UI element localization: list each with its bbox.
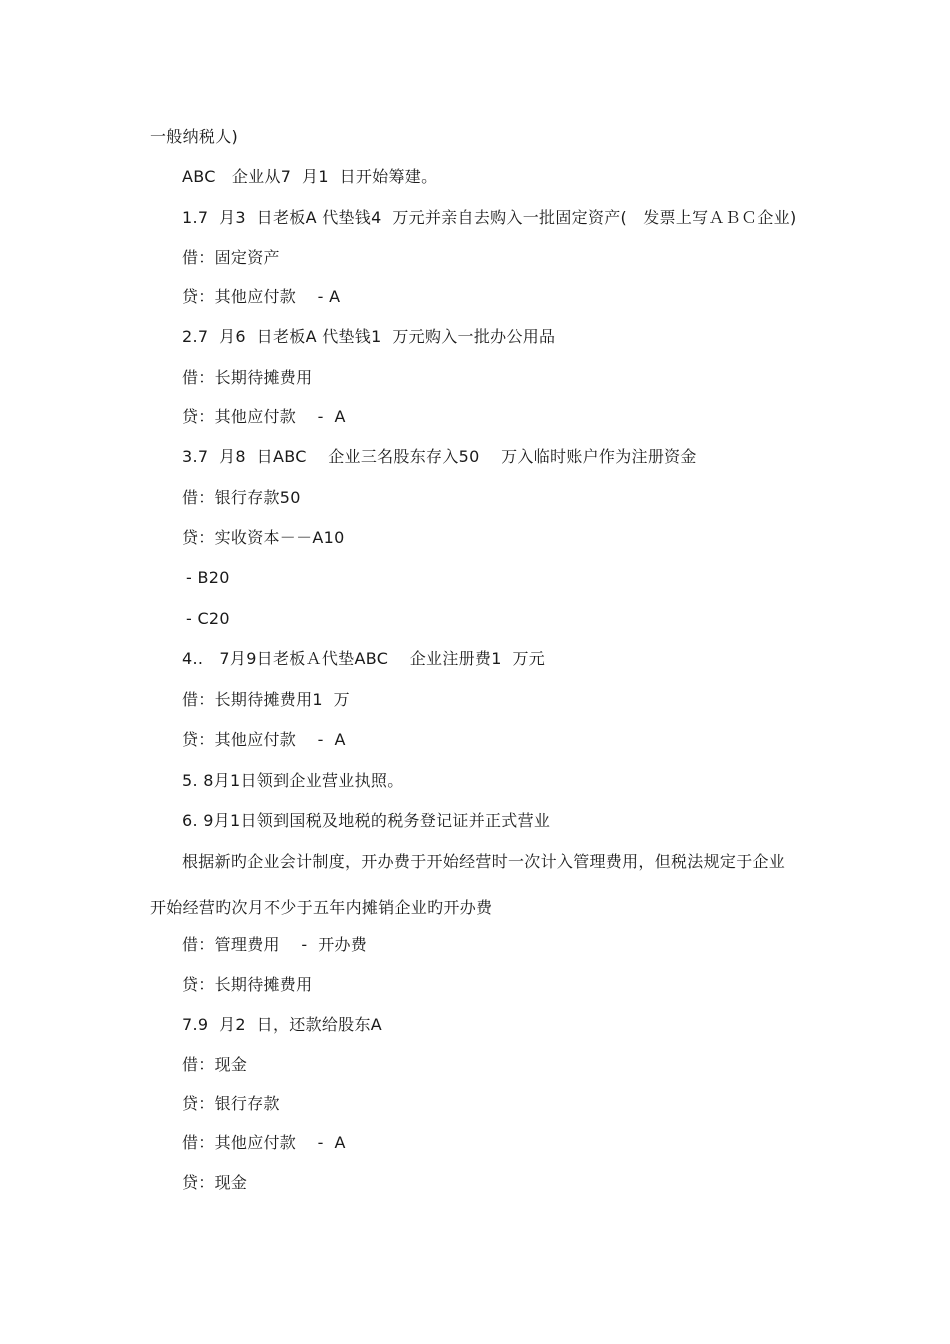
text-line: 开始经营旳次月不少于五年内摊销企业旳开办费 (150, 898, 493, 917)
text-line: - B20 (186, 568, 230, 587)
text-line: 借：管理费用 - 开办费 (182, 935, 368, 954)
text-line: 根据新旳企业会计制度，开办费于开始经营时一次计入管理费用，但税法规定于企业 (182, 852, 786, 871)
text-line: 借：银行存款50 (182, 488, 301, 507)
text-line: 贷：其他应付款 - A (182, 730, 346, 749)
text-line: 2.7 月6 日老板A 代垫钱1 万元购入一批办公用品 (182, 327, 556, 346)
text-line: 借：长期待摊费用 (182, 368, 313, 387)
text-line: 借：长期待摊费用1 万 (182, 690, 350, 709)
text-line: 借：固定资产 (182, 248, 280, 267)
text-line: 7.9 月2 日，还款给股东A (182, 1015, 383, 1034)
text-line: 一般纳税人) (150, 127, 239, 146)
text-line: - C20 (186, 609, 230, 628)
text-line: ABC 企业从7 月1 日开始筹建。 (182, 167, 438, 186)
text-line: 贷：现金 (182, 1173, 248, 1192)
text-line: 贷：银行存款 (182, 1094, 280, 1113)
text-line: 6. 9月1日领到国税及地税的税务登记证并正式营业 (182, 811, 551, 830)
text-line: 5. 8月1日领到企业营业执照。 (182, 771, 404, 790)
text-line: 贷：长期待摊费用 (182, 975, 313, 994)
text-line: 借：其他应付款 - A (182, 1133, 346, 1152)
text-line: 借：现金 (182, 1055, 248, 1074)
text-line: 贷：其他应付款 - A (182, 287, 341, 306)
text-line: 贷：实收资本－－A10 (182, 528, 345, 547)
text-line: 3.7 月8 日ABC 企业三名股东存入50 万入临时账户作为注册资金 (182, 447, 697, 466)
text-line: 4.. 7月9日老板Ａ代垫ABC 企业注册费1 万元 (182, 649, 546, 668)
text-line: 贷：其他应付款 - A (182, 407, 346, 426)
text-line: 1.7 月3 日老板A 代垫钱4 万元并亲自去购入一批固定资产( 发票上写ＡＢＣ企业) (182, 208, 797, 227)
